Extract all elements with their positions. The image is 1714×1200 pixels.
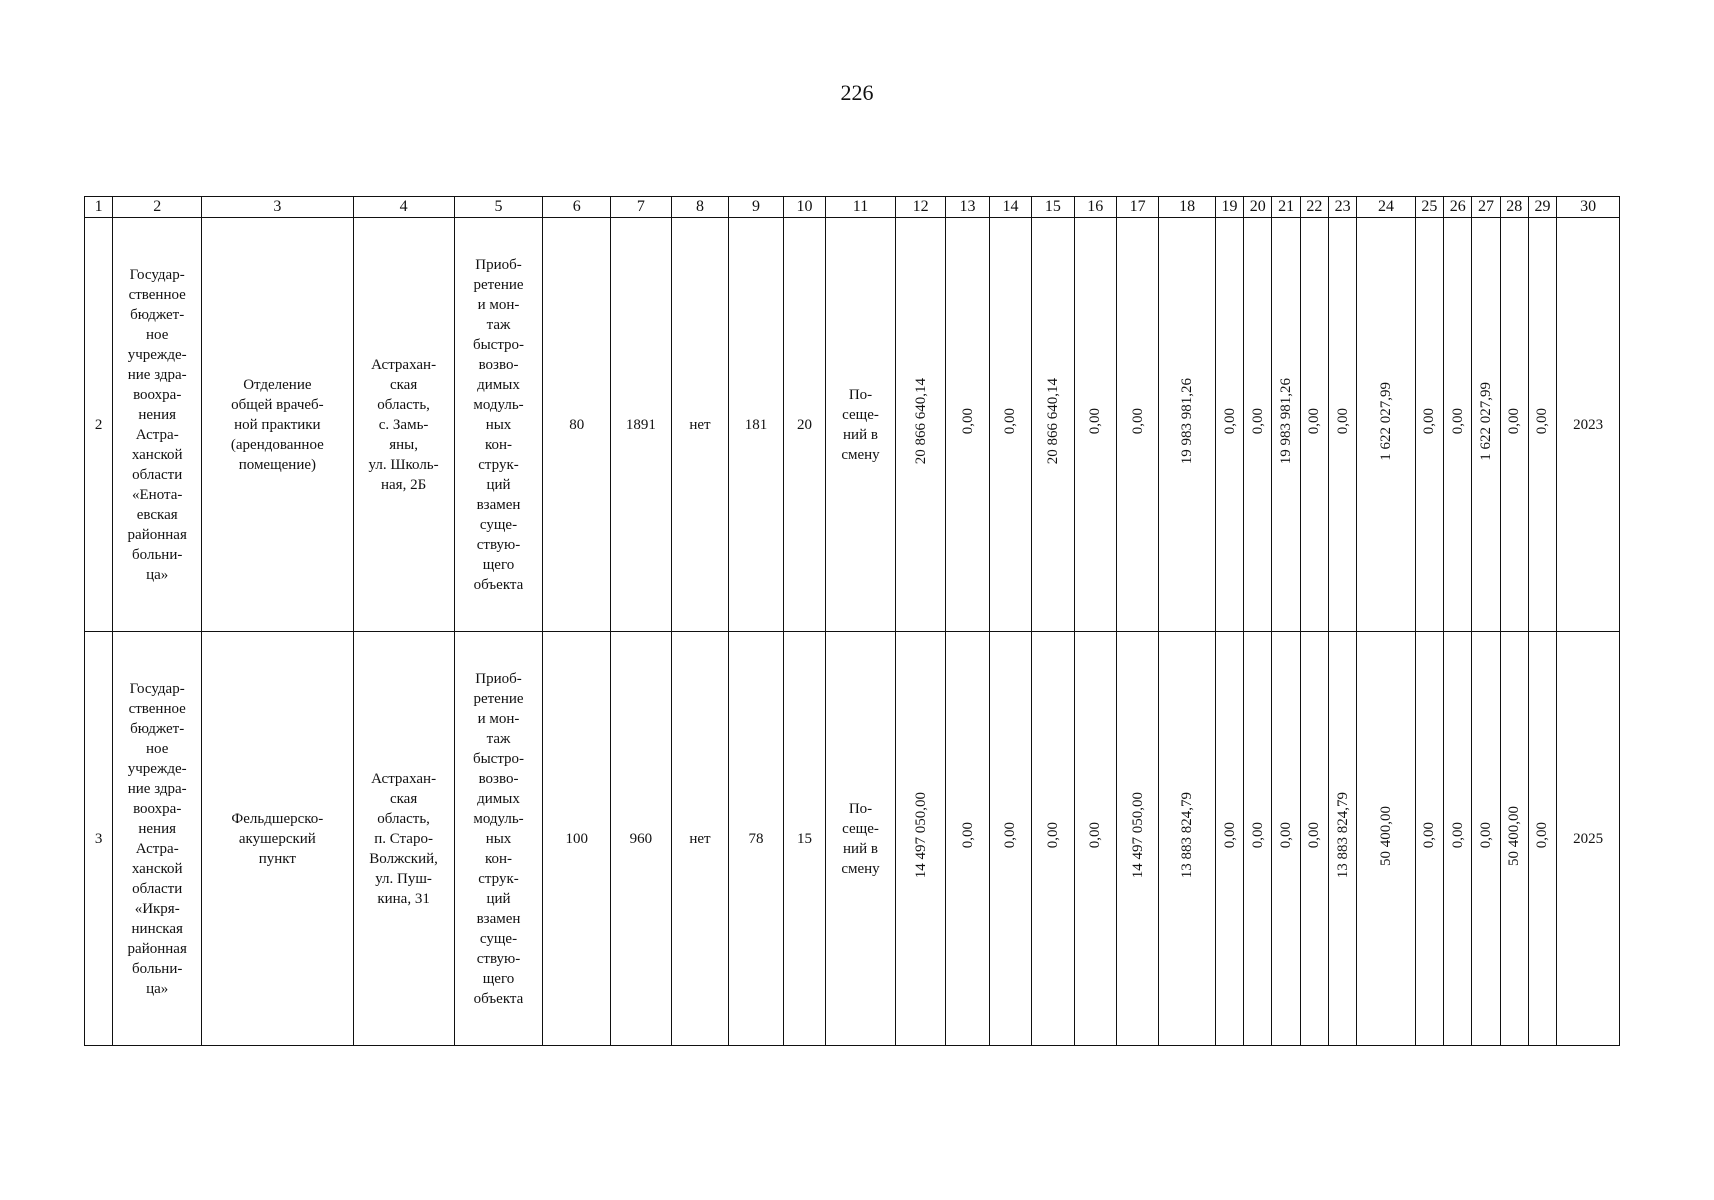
value-cell xyxy=(543,632,611,1046)
header-cell: 8 xyxy=(671,197,729,218)
header-cell: 2 xyxy=(113,197,202,218)
header-cell: 21 xyxy=(1272,197,1300,218)
amount-cell xyxy=(1328,218,1356,632)
amount-text: 0,00 xyxy=(1044,822,1061,849)
amount-text: 0,00 xyxy=(959,822,976,849)
header-cell: 20 xyxy=(1244,197,1272,218)
header-row xyxy=(85,197,1620,218)
value-text: 78 xyxy=(748,830,764,847)
value-text: нет xyxy=(689,416,711,433)
value-text: нет xyxy=(689,830,711,847)
unit-text: По- сеще- ний в смену xyxy=(841,386,880,463)
measure-cell xyxy=(454,218,543,632)
amount-text: 0,00 xyxy=(1449,408,1466,435)
amount-cell xyxy=(1116,632,1158,1046)
address: Астрахан- ская область, п. Старо- Волжский, ул. Пуш- кина, 31 xyxy=(369,770,438,907)
header-cell: 27 xyxy=(1472,197,1500,218)
header-cell: 29 xyxy=(1528,197,1556,218)
value-cell xyxy=(611,218,672,632)
value-cell xyxy=(729,632,784,1046)
value-cell xyxy=(783,632,825,1046)
amount-cell xyxy=(946,218,989,632)
amount-cell xyxy=(1074,218,1116,632)
institution-name: Государ- ственное бюджет- ное учрежде- ние здра- воохра- нения Астра- ханской области «Енота- евская районная больни- ца» xyxy=(127,266,187,583)
institution-cell xyxy=(113,218,202,632)
amount-cell xyxy=(1074,632,1116,1046)
value-text: 80 xyxy=(569,416,585,433)
data-table xyxy=(84,196,1620,1046)
unit-text: По- сеще- ний в смену xyxy=(841,800,880,877)
amount-text: 0,00 xyxy=(1421,822,1438,849)
amount-text: 19 983 981,26 xyxy=(1278,378,1295,465)
value-text: 15 xyxy=(796,830,812,847)
amount-text: 1 622 027,99 xyxy=(1378,382,1395,461)
value-text: 181 xyxy=(744,416,768,433)
page-number: 226 xyxy=(840,80,874,105)
year-cell xyxy=(1557,218,1620,632)
amount-cell xyxy=(1300,218,1328,632)
amount-cell xyxy=(1244,632,1272,1046)
header-cell: 13 xyxy=(946,197,989,218)
amount-text: 0,00 xyxy=(1221,822,1238,849)
value-text: 20 xyxy=(796,416,812,433)
amount-cell xyxy=(989,632,1031,1046)
table-row xyxy=(85,218,1620,632)
measure: Приоб- ретение и мон- таж быстро- возво- димых модуль- ных кон- струк- ций взамен суще- ствую- щего объекта xyxy=(472,256,525,593)
amount-cell xyxy=(1272,218,1300,632)
header-cell: 10 xyxy=(783,197,825,218)
header-cell: 9 xyxy=(729,197,784,218)
amount-cell xyxy=(1472,218,1500,632)
amount-cell xyxy=(1116,218,1158,632)
header-cell: 28 xyxy=(1500,197,1528,218)
row-number-cell xyxy=(85,632,113,1046)
unit-cell xyxy=(826,218,896,632)
amount-text: 0,00 xyxy=(1421,408,1438,435)
amount-text: 0,00 xyxy=(1534,408,1551,435)
header-cell: 14 xyxy=(989,197,1031,218)
header-cell: 6 xyxy=(543,197,611,218)
header-cell: 11 xyxy=(826,197,896,218)
address-cell xyxy=(353,218,454,632)
amount-text: 1 622 027,99 xyxy=(1477,382,1494,461)
year-text: 2025 xyxy=(1573,830,1604,847)
amount-cell xyxy=(895,632,945,1046)
year-text: 2023 xyxy=(1573,416,1604,433)
amount-text: 0,00 xyxy=(1002,408,1019,435)
header-cell: 22 xyxy=(1300,197,1328,218)
header-cell: 19 xyxy=(1215,197,1243,218)
amount-text: 19 983 981,26 xyxy=(1179,378,1196,465)
value-cell xyxy=(729,218,784,632)
amount-text: 0,00 xyxy=(1534,822,1551,849)
unit-cell xyxy=(826,632,896,1046)
amount-cell xyxy=(1472,632,1500,1046)
amount-text: 0,00 xyxy=(1278,822,1295,849)
amount-cell xyxy=(1159,218,1216,632)
amount-cell xyxy=(1415,218,1443,632)
amount-cell xyxy=(1215,218,1243,632)
year-cell xyxy=(1557,632,1620,1046)
amount-text: 14 497 050,00 xyxy=(1129,792,1146,879)
amount-cell xyxy=(1328,632,1356,1046)
institution-name: Государ- ственное бюджет- ное учрежде- ние здра- воохра- нения Астра- ханской области «Икря- нинская районная больни- ца» xyxy=(127,680,187,997)
amount-text: 0,00 xyxy=(1249,408,1266,435)
amount-text: 14 497 050,00 xyxy=(912,792,929,879)
amount-text: 0,00 xyxy=(1477,822,1494,849)
amount-cell xyxy=(1415,632,1443,1046)
amount-cell xyxy=(1300,632,1328,1046)
amount-text: 0,00 xyxy=(1129,408,1146,435)
amount-text: 50 400,00 xyxy=(1506,805,1523,866)
value-cell xyxy=(611,632,672,1046)
header-cell: 3 xyxy=(202,197,353,218)
amount-text: 0,00 xyxy=(1249,822,1266,849)
header-cell: 4 xyxy=(353,197,454,218)
amount-cell xyxy=(1244,218,1272,632)
object-cell xyxy=(202,218,353,632)
amount-text: 0,00 xyxy=(1087,822,1104,849)
address-cell xyxy=(353,632,454,1046)
amount-cell xyxy=(1500,218,1528,632)
header-cell: 5 xyxy=(454,197,543,218)
amount-text: 0,00 xyxy=(1221,408,1238,435)
amount-cell xyxy=(1032,632,1074,1046)
amount-cell xyxy=(1272,632,1300,1046)
value-text: 100 xyxy=(565,830,589,847)
value-cell xyxy=(671,218,729,632)
amount-text: 13 883 824,79 xyxy=(1334,792,1351,879)
amount-cell xyxy=(1500,632,1528,1046)
amount-cell xyxy=(895,218,945,632)
header-cell: 7 xyxy=(611,197,672,218)
amount-cell xyxy=(1528,218,1556,632)
header-cell: 23 xyxy=(1328,197,1356,218)
value-text: 1891 xyxy=(625,416,656,433)
header-cell: 25 xyxy=(1415,197,1443,218)
measure: Приоб- ретение и мон- таж быстро- возво- димых модуль- ных кон- струк- ций взамен суще- ствую- щего объекта xyxy=(472,670,525,1007)
header-cell: 12 xyxy=(895,197,945,218)
header-cell: 1 xyxy=(85,197,113,218)
object-name: Отделение общей врачеб- ной практики (арендованное помещение) xyxy=(230,376,324,473)
value-cell xyxy=(543,218,611,632)
object-cell xyxy=(202,632,353,1046)
amount-text: 0,00 xyxy=(1306,408,1323,435)
amount-text: 0,00 xyxy=(1334,408,1351,435)
amount-text: 0,00 xyxy=(1506,408,1523,435)
value-cell xyxy=(671,632,729,1046)
amount-cell xyxy=(1444,218,1472,632)
amount-cell xyxy=(1444,632,1472,1046)
amount-cell xyxy=(1357,632,1416,1046)
row-number: 2 xyxy=(94,416,103,433)
amount-text: 0,00 xyxy=(1002,822,1019,849)
header-cell: 15 xyxy=(1032,197,1074,218)
amount-text: 13 883 824,79 xyxy=(1179,792,1196,879)
institution-cell xyxy=(113,632,202,1046)
amount-text: 0,00 xyxy=(1087,408,1104,435)
header-cell: 24 xyxy=(1357,197,1416,218)
header-cell: 18 xyxy=(1159,197,1216,218)
row-number: 3 xyxy=(94,830,103,847)
amount-text: 50 400,00 xyxy=(1378,805,1395,866)
header-cell: 16 xyxy=(1074,197,1116,218)
address: Астрахан- ская область, с. Замь- яны, ул. Школь- ная, 2Б xyxy=(368,356,439,493)
value-text: 960 xyxy=(629,830,653,847)
amount-cell xyxy=(1215,632,1243,1046)
amount-text: 0,00 xyxy=(959,408,976,435)
amount-cell xyxy=(1032,218,1074,632)
table-row xyxy=(85,632,1620,1046)
amount-cell xyxy=(989,218,1031,632)
row-number-cell xyxy=(85,218,113,632)
header-cell: 30 xyxy=(1557,197,1620,218)
amount-text: 0,00 xyxy=(1449,822,1466,849)
header-cell: 17 xyxy=(1116,197,1158,218)
header-cell: 26 xyxy=(1444,197,1472,218)
value-cell xyxy=(783,218,825,632)
amount-text: 0,00 xyxy=(1306,822,1323,849)
object-name: Фельдшерско- акушерский пункт xyxy=(231,810,324,867)
amount-text: 20 866 640,14 xyxy=(912,378,929,465)
amount-cell xyxy=(946,632,989,1046)
amount-cell xyxy=(1159,632,1216,1046)
amount-cell xyxy=(1528,632,1556,1046)
amount-text: 20 866 640,14 xyxy=(1044,378,1061,465)
amount-cell xyxy=(1357,218,1416,632)
measure-cell xyxy=(454,632,543,1046)
